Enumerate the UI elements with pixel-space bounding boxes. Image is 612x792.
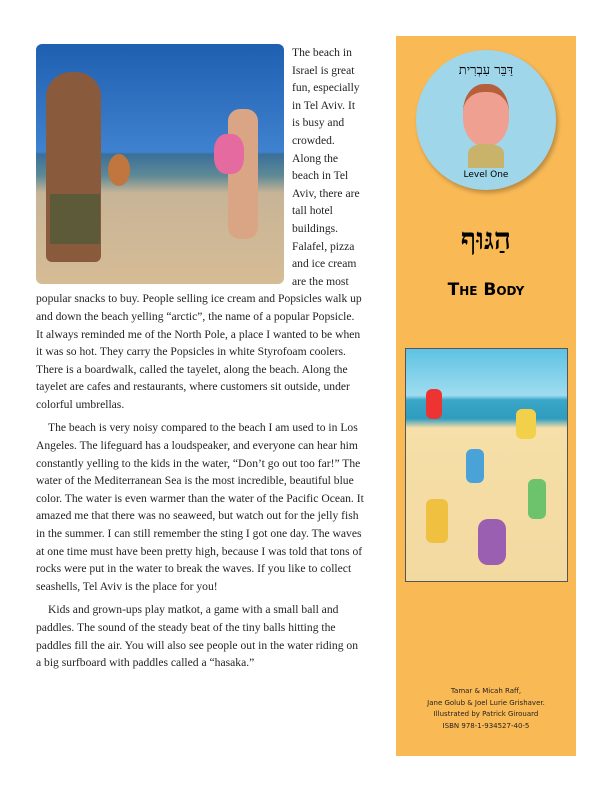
shirt-illustration	[468, 144, 504, 168]
level-badge	[416, 50, 556, 190]
child-figure	[426, 389, 442, 419]
child-figure	[426, 499, 448, 543]
credit-line: Jane Golub & Joel Lurie Grishaver.	[427, 698, 545, 707]
beach-photo	[36, 44, 284, 284]
girl-figure	[228, 109, 258, 239]
shorts	[50, 194, 100, 244]
paragraph-3: Kids and grown-ups play matkot, a game with a small ball and paddles. The sound of the steady beat of the tiny balls hitting the paddles fill the air. You will also see people out in the water riding on a big surfboard with paddles called a “hasaka.”	[36, 603, 358, 670]
child-figure	[528, 479, 546, 519]
credit-line: Tamar & Micah Raff,	[450, 687, 522, 695]
badge-title: דַּבֵּר עִבְרִית	[458, 63, 514, 78]
english-title: The Body	[447, 280, 525, 300]
article-text	[36, 44, 364, 678]
child-figure	[516, 409, 536, 439]
hebrew-title: הַגּוּף	[460, 222, 512, 257]
badge-level: Level One	[463, 170, 509, 180]
credit-line: Illustrated by Patrick Girouard	[433, 710, 539, 718]
face-illustration	[463, 84, 509, 146]
paragraph-1: The beach in Israel is great fun, especially in Tel Aviv. It is busy and crowded. Along the beach in Tel Aviv, there are tall hotel buildings. Falafel, pizza and ice cream are the most popular snacks to buy. People selling ice cream and Popsicles walk up and down the beach yelling “arctic”, the name of a popular Popsicle. It always reminded me of the North Pole, a place I wanted to be when it was so hot. They carry the Popsicles in white Styrofoam coolers. There is a boardwalk, called the tayelet, along the beach. Along the tayelet are cafes and restaurants, where customers sit outside, under colorful umbrellas.	[36, 46, 362, 411]
isbn: ISBN 978-1-934527-40-5	[442, 721, 530, 730]
towel	[214, 134, 244, 174]
sidebar	[396, 36, 576, 756]
beach-illustration	[405, 348, 568, 582]
child-figure	[466, 449, 484, 483]
paddle	[108, 154, 130, 186]
child-figure	[478, 519, 506, 565]
credits	[396, 686, 576, 732]
paragraph-2: The beach is very noisy compared to the beach I am used to in Los Angeles. The lifeguard has a loudspeaker, and everyone can hear him constantly yelling to the kids in the water, “Don’t go out too far!” The water of the Mediterranean Sea is the most incredible, beautiful blue color. The water is even warmer than the water of the Pacific Ocean. It amazed me that there was no seaweed, but watch out for the jelly fish in the summer. I can still remember the sting I got one day. The waves at one time must have been pretty high, because I was told that tons of rocks were put in the water to break the waves. If you like to collect seashells, Tel Aviv is the place for you!	[36, 421, 364, 593]
